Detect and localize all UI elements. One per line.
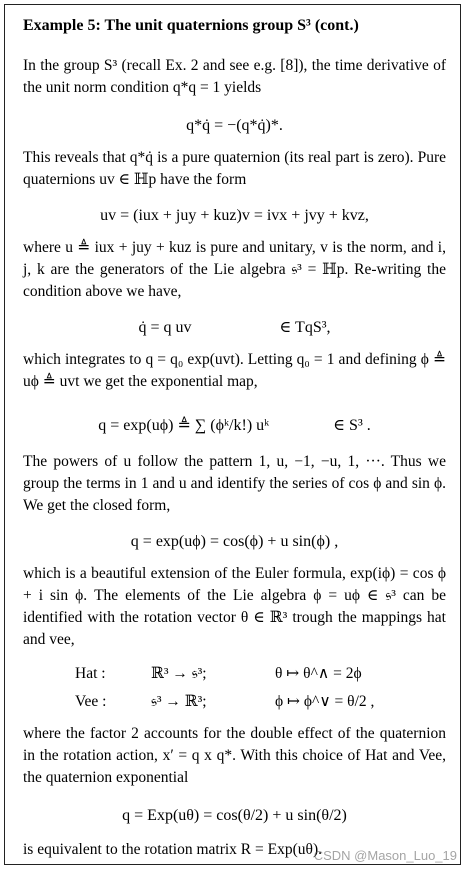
vee-rule: ϕ ↦ ϕ^∨ = θ/2 , (275, 693, 375, 710)
example-title: Example 5: The unit quaternions group S³ (cont.) (23, 17, 359, 34)
hat-label: Hat : (75, 665, 106, 682)
paragraph-3: where u ≜ iux + juy + kuz is pure and unitary, v is the norm, and i, j, k are the generators of the Lie algebra 𝔰³ = ℍp. Re-writing the condition above we have, (23, 239, 446, 300)
paragraph-1: In the group S³ (recall Ex. 2 and see e.g. [8]), the time derivative of the unit norm condition q*q = 1 yields (23, 57, 446, 96)
vee-map: 𝔰³ → ℝ³; (151, 693, 207, 710)
hat-rule: θ ↦ θ^∧ = 2ϕ (275, 665, 362, 682)
paragraph-2: This reveals that q*q̇ is a pure quaternion (its real part is zero). Pure quaternions uv ∈ ℍp have the form (23, 149, 446, 188)
paragraph-5: The powers of u follow the pattern 1, u, −1, −u, 1, ···. Thus we group the terms in 1 and u and identify the series of cos ϕ and sin ϕ. We get the closed form, (23, 453, 446, 514)
watermark: CSDN @Mason_Luo_19 (313, 848, 457, 863)
equation-4 (23, 415, 446, 437)
vee-label: Vee : (75, 693, 107, 710)
equation-4-lhs: q = exp(uϕ) ≜ ∑ (ϕᵏ/k!) uᵏ (98, 417, 270, 434)
equation-6: q = Exp(uθ) = cos(θ/2) + u sin(θ/2) (122, 807, 347, 824)
paragraph-4: which integrates to q = q₀ exp(uvt). Letting q₀ = 1 and defining ϕ ≜ uϕ ≜ uvt we get the exponential map, (23, 351, 446, 390)
equation-2: uv = (iux + juy + kuz)v = ivx + jvy + kvz, (100, 207, 369, 224)
paragraph-7: where the factor 2 accounts for the double effect of the quaternion in the rotation action, x′ = q x q*. With this choice of Hat and Vee, the quaternion exponential (23, 725, 446, 786)
equation-1: q*q̇ = −(q*q̇)*. (186, 117, 283, 134)
hat-map: ℝ³ → 𝔰³; (151, 665, 207, 682)
equation-3-rhs: ∈ TqS³, (279, 319, 331, 336)
equation-4-rhs: ∈ S³ . (333, 417, 371, 434)
equation-3-lhs: q̇ = q uv (138, 319, 192, 336)
example-box (4, 4, 461, 865)
equation-3 (23, 317, 446, 339)
paragraph-6: which is a beautiful extension of the Euler formula, exp(iϕ) = cos ϕ + i sin ϕ. The elements of the Lie algebra ϕ = uϕ ∈ 𝔰³ can be identified with the rotation vector θ ∈ ℝ³ trough the mappings hat and vee, (23, 565, 446, 648)
paragraph-8: is equivalent to the rotation matrix R = Exp(uθ). (23, 841, 322, 858)
equation-5: q = exp(uϕ) = cos(ϕ) + u sin(ϕ) , (130, 533, 339, 550)
